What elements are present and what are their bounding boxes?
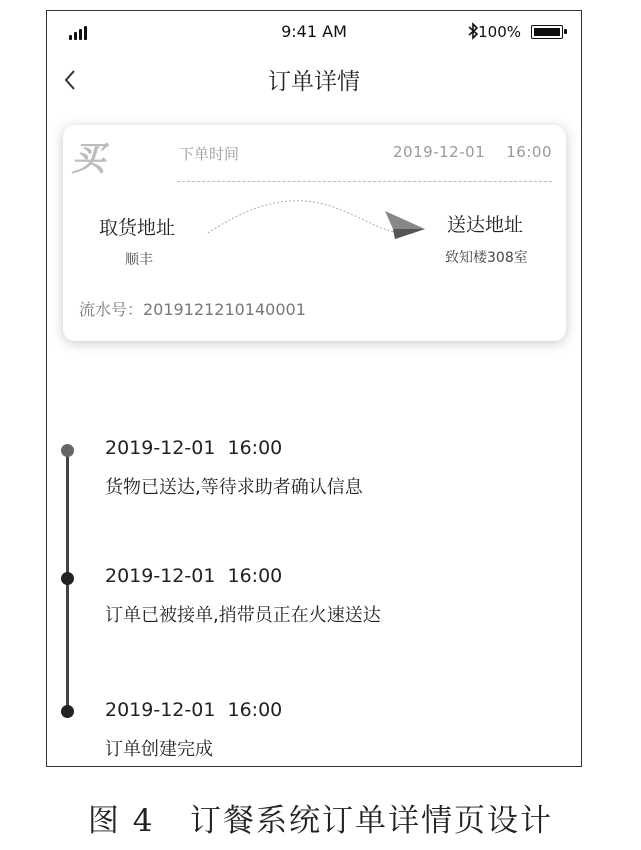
status-bar <box>47 11 581 53</box>
order-time-label: 下单时间 <box>179 145 240 163</box>
figure-caption: 图 4 订餐系统订单详情页设计 <box>87 803 554 839</box>
order-time-value: 2019-12-01 16:00 <box>393 143 552 161</box>
timeline-time: 2019-12-01 16:00 <box>105 437 283 459</box>
timeline-description: 货物已送达,等待求助者确认信息 <box>105 477 363 498</box>
timeline-time: 2019-12-01 16:00 <box>105 699 283 721</box>
delivery-address-value: 致知楼308室 <box>445 250 528 266</box>
delivery-address-title: 送达地址 <box>447 214 524 236</box>
pickup-address-title: 取货地址 <box>99 217 176 239</box>
timeline-dot <box>61 572 74 585</box>
divider <box>177 181 552 182</box>
paper-plane-icon <box>381 209 429 245</box>
battery-icon <box>531 25 563 39</box>
watermark <box>625 782 634 795</box>
timeline-dot <box>61 444 74 457</box>
timeline-description: 订单创建完成 <box>105 739 213 760</box>
timeline-description: 订单已被接单,捎带员正在火速送达 <box>105 605 381 626</box>
page-title: 订单详情 <box>268 69 360 95</box>
serial-number: 流水号：2019121210140001 <box>79 300 306 319</box>
timeline-time: 2019-12-01 16:00 <box>105 565 283 587</box>
timeline-dot <box>61 705 74 718</box>
status-time: 9:41 AM <box>281 22 347 41</box>
buy-logo: 买 <box>71 139 105 179</box>
pickup-address-value: 顺丰 <box>125 252 153 268</box>
order-card <box>63 125 566 341</box>
phone-screen <box>46 10 582 767</box>
battery-percent: 100% <box>478 23 521 41</box>
